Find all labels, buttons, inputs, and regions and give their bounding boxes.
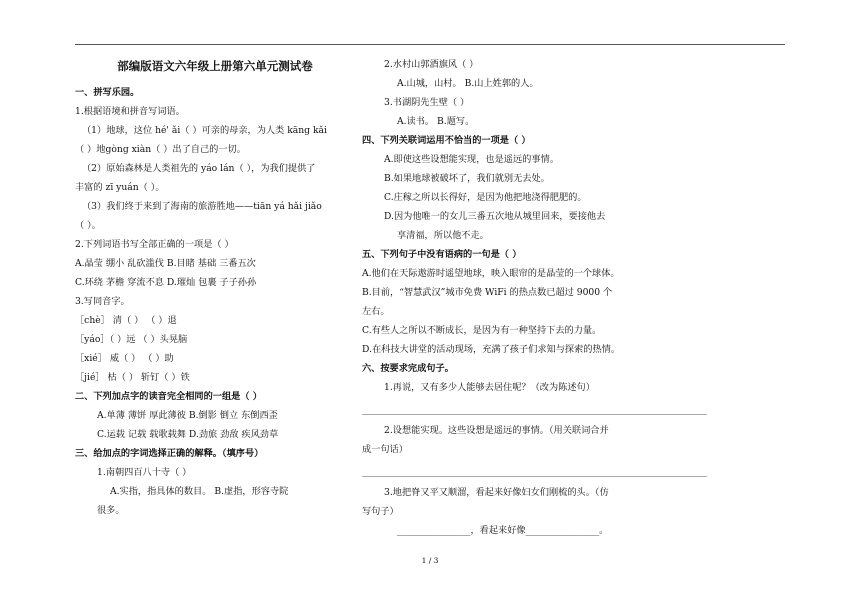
section-heading: 四、下列关联词运用不恰当的一项是（ ） — [362, 135, 531, 146]
text-line: （1）地球，这位 hé' ǎi（ ）可亲的母亲，为人类 kāng kǎi — [82, 125, 327, 136]
text-line: 丰富的 zī yuán（ ）。 — [75, 182, 165, 193]
section-heading: 六、按要求完成句子。 — [362, 363, 454, 374]
text-line: 享清福，所以他不走。 — [397, 230, 489, 241]
right-lines — [362, 55, 707, 540]
text-line: 左右。 — [362, 306, 390, 317]
text-line: A.单薄 薄饼 厚此薄彼 B.倒影 倒立 东倒西歪 — [97, 410, 278, 421]
text-line: C.环绕 茅檐 穿流不息 D.璀灿 包裹 子子孙孙 — [75, 277, 257, 288]
answer-line[interactable] — [362, 462, 707, 477]
text-line: （ ）。 — [75, 220, 101, 231]
text-line: （2）原始森林是人类祖先的 yáo lán（ ），为我们提供了 — [82, 163, 316, 174]
text-line: 3.书湖阴先生壁（ ） — [384, 97, 470, 108]
text-line: 3.写同音字。 — [75, 296, 130, 307]
text-line: 1.再说，又有多少人能够去居住呢？（改为陈述句） — [384, 382, 595, 393]
page-title: 部编版语文六年级上册第六单元测试卷 — [117, 59, 313, 73]
text-line: 3.地把脊又平又顺溜，看起来好像妇女们刚梳的头。（仿 — [384, 487, 609, 498]
left-lines — [75, 83, 355, 520]
text-line: 2.设想能实现。这些设想是遥远的事情。（用关联词合并 — [384, 425, 609, 436]
text-line: ［xié］ 威（ ） （ ）助 — [75, 353, 174, 364]
text-line: C.庄稼之所以长得好，是因为他把地浇得肥肥的。 — [384, 192, 587, 203]
text-line: ________________，看起来好像________________。 — [397, 525, 609, 536]
text-line: （ ）地gòng xiàn（ ）出了自己的一切。 — [75, 144, 246, 155]
text-line: D.因为他唯一的女儿三番五次地从城里回来，要接他去 — [384, 211, 606, 222]
section-heading: 五、下列句子中没有语病的一句是（ ） — [362, 249, 522, 260]
text-line: ［jié］ 枯（ ） 斩钉（ ）铁 — [75, 372, 190, 383]
text-line: 2.下列词语书写全部正确的一项是（ ） — [75, 239, 234, 250]
text-line: C.有些人之所以不断成长，是因为有一种坚持下去的力量。 — [362, 325, 602, 336]
text-line: D.在科技大讲堂的活动现场，充满了孩子们求知与探索的热情。 — [362, 344, 621, 355]
answer-line[interactable] — [362, 400, 707, 415]
text-line: 1.根据语境和拼音写词语。 — [75, 106, 185, 117]
left-column — [75, 55, 355, 520]
right-column — [362, 55, 707, 540]
top-rule — [75, 44, 785, 45]
section-heading: 三、给加点的字词选择正确的解释。（填序号） — [75, 448, 264, 459]
text-line: B.目前，“智慧武汉”城市免费 WiFi 的热点数已超过 9000 个 — [362, 287, 613, 298]
page-number: 1 / 3 — [421, 556, 439, 565]
text-line: 2.水村山郭酒旗风（ ） — [384, 59, 479, 70]
text-line: ［chè］ 清（ ） （ ）退 — [75, 315, 177, 326]
text-line: ［yáo］（ ）远 （ ）头晃脑 — [75, 334, 188, 345]
text-line: A.晶莹 绷小 乱砍滥伐 B.目睹 基础 三番五次 — [75, 258, 256, 269]
text-line: C.运载 记载 载歌载舞 D.劲旅 劲敌 疾风劲草 — [97, 429, 279, 440]
section-heading: 一、拼写乐园。 — [75, 87, 140, 98]
text-line: A.实指，指具体的数目。 B.虚指，形容寺院 — [110, 486, 289, 497]
text-line: A.山城，山村。 B.山上姓郭的人。 — [397, 78, 539, 89]
text-line: A.即使这些设想能实现，也是遥远的事情。 — [384, 154, 559, 165]
text-line: B.如果地球被破坏了，我们就别无去处。 — [384, 173, 550, 184]
text-line: A.读书。 B.题写。 — [397, 116, 475, 127]
section-heading: 二、下列加点字的读音完全相同的一组是（ ） — [75, 391, 262, 402]
text-line: （3）我们终于来到了海南的旅游胜地——tiān yá hǎi jiǎo — [82, 201, 322, 212]
text-line: 写句子） — [362, 506, 399, 517]
text-line: A.他们在天际遨游时遥望地球，映入眼帘的是晶莹的一个球体。 — [362, 268, 620, 279]
text-line: 1.南朝四百八十寺（ ） — [97, 467, 192, 478]
text-line: 很多。 — [97, 505, 125, 516]
text-line: 成一句话） — [362, 444, 408, 455]
